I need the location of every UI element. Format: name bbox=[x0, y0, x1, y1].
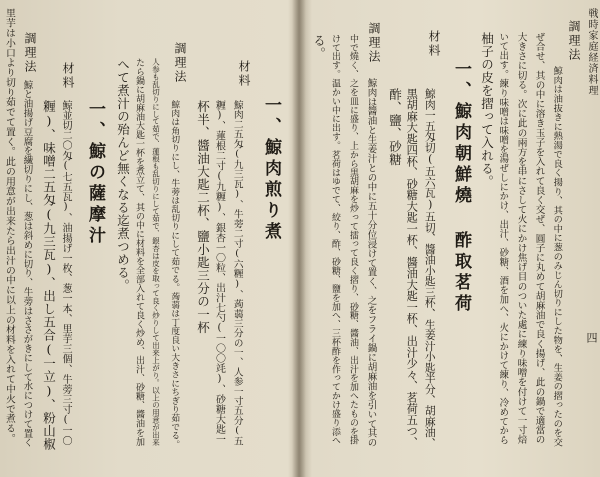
method1-label: 調理法 bbox=[173, 42, 187, 84]
cont-line-5: 柚子の皮を摺って入れる。 bbox=[479, 32, 495, 188]
ingredients1-label: 材料 bbox=[237, 60, 251, 88]
recipe1-title: 一、鯨肉煎り煮 bbox=[261, 96, 281, 243]
method-line-1: 鯨肉は醬油と生姜汁との中に五十分位浸けて置く、之をフライ鍋に胡麻油を引いて其の bbox=[365, 78, 377, 448]
method-label: 調理法 bbox=[367, 22, 381, 64]
cont-line-2: ぜ合せ、其の中に溶き玉子を入れて良く交ぜ、圓子に丸めて胡麻油で良く揚げ、此の鍋で適當の bbox=[533, 32, 545, 445]
method1-line-4: へて煮汁の殆んど無くなる迄煮つめる。 bbox=[115, 58, 131, 292]
ingredients1-line-1: 鯨肉二五匁(九三瓦)、牛蒡二寸(六糎)、蒟蒻三分の一、人参一寸五分(五 bbox=[231, 100, 243, 446]
cont-line-1: 鯨肉は油抜きに熱湯で良く揚り、其の中に葱のみじん切りにした物を、生姜の摺ったのを交 bbox=[551, 66, 563, 447]
method1-line-3: たら鍋に胡麻油大匙一杯を煮立て、其の中に材料を全部入れて良く炒め、出汁、砂糖、醬油を加 bbox=[134, 58, 145, 446]
ingredients2-label: 材料 bbox=[61, 62, 75, 90]
method-line-4: る。 bbox=[311, 34, 327, 60]
method2-line-1: 鯨と油揚げ豆腐を繊切りにし、葱は斜めに切り、牛蒡はささがきにして水につけて置く bbox=[21, 80, 33, 448]
method-line-2: 中で燒く、之を皿に盛り、上から黒胡麻を炒って擂って良く摺り、砂糖、醬油、出汁を加へたものを掛 bbox=[347, 34, 358, 445]
cont-method-label: 調理法 bbox=[567, 20, 581, 62]
recipe2-title: 一、鯨の薩摩汁 bbox=[85, 100, 105, 247]
cont-line-3: 大きさに切る。次に此の兩方を串にさして火にかけ焦げ目のついた處に練り味噌を付けて一寸焙 bbox=[515, 32, 527, 445]
method2-line-2: 里芋は小口より切り茹でて置く。此の用意が出来たら出汁の中に以上の材料を入れて中火で煮る。 bbox=[3, 8, 15, 444]
method1-line-1: 鯨肉は角切りにし、牛蒡は乱切りにして茹でる。蒟蒻は丁度良い大きさにちぎり茹でる。 bbox=[169, 100, 180, 449]
recipe-title: 一、鯨肉朝鮮燒 酢取茗荷 bbox=[451, 60, 471, 315]
method-line-3: けて出す。温かい中に出す。茗荷はゆでて、絞り、酢、砂糖、鹽を加へ、三杯酢を作ってかけ盛り添へ bbox=[329, 34, 340, 445]
ingredients2-line-1: 鯨並切二〇匁(七五瓦)、油揚げ一枚、葱一本、里芋三個、牛蒡三寸(一〇 bbox=[60, 100, 72, 446]
method2-label: 調理法 bbox=[23, 32, 37, 74]
book-gutter bbox=[292, 0, 306, 477]
page-number: 四 bbox=[585, 332, 598, 344]
ingredients1-line-3: 杯半、醬油大匙二杯、鹽小匙三分の一杯 bbox=[195, 100, 211, 334]
ingredients1-line-2: 糎)、蓮根二寸(九糎)、銀杏一〇粒、出汁七勺(一〇〇竓)、砂糖大匙一 bbox=[213, 100, 225, 445]
right-page bbox=[306, 0, 600, 477]
cont-line-4: いて出す。練り味噌は味噌を湯ぜしにかけ、出汁、砂糖、酒を加へ、火にかけて練り、冷めてから bbox=[497, 32, 509, 445]
method1-line-2: 人参も乱切りにして茹で、蓮根も乱切りにして茹で、銀杏は皮を取って良く炒りして出来上がり。以上の用意が出来 bbox=[151, 58, 161, 446]
ingredient-line-1: 鯨肉一五匁切(五六瓦)五切、醬油小匙三杯、生姜汁小匙半分、胡麻油、 bbox=[423, 88, 437, 449]
ingredient-line-3: 酢、鹽、砂糖 bbox=[387, 88, 403, 166]
ingredients2-line-2: 糎)、味噌二五匁(九三瓦)、出し五合(一立)、粉山椒 bbox=[41, 100, 57, 451]
ingredient-line-2: 黒胡麻大匙四杯、砂糖大匙一杯、醬油大匙一杯、出汁少々、茗荷五つ、 bbox=[405, 88, 419, 448]
ingredients-label: 材料 bbox=[427, 30, 441, 58]
left-page bbox=[0, 0, 292, 477]
running-header: 戦時家庭経済料理 bbox=[586, 8, 597, 96]
